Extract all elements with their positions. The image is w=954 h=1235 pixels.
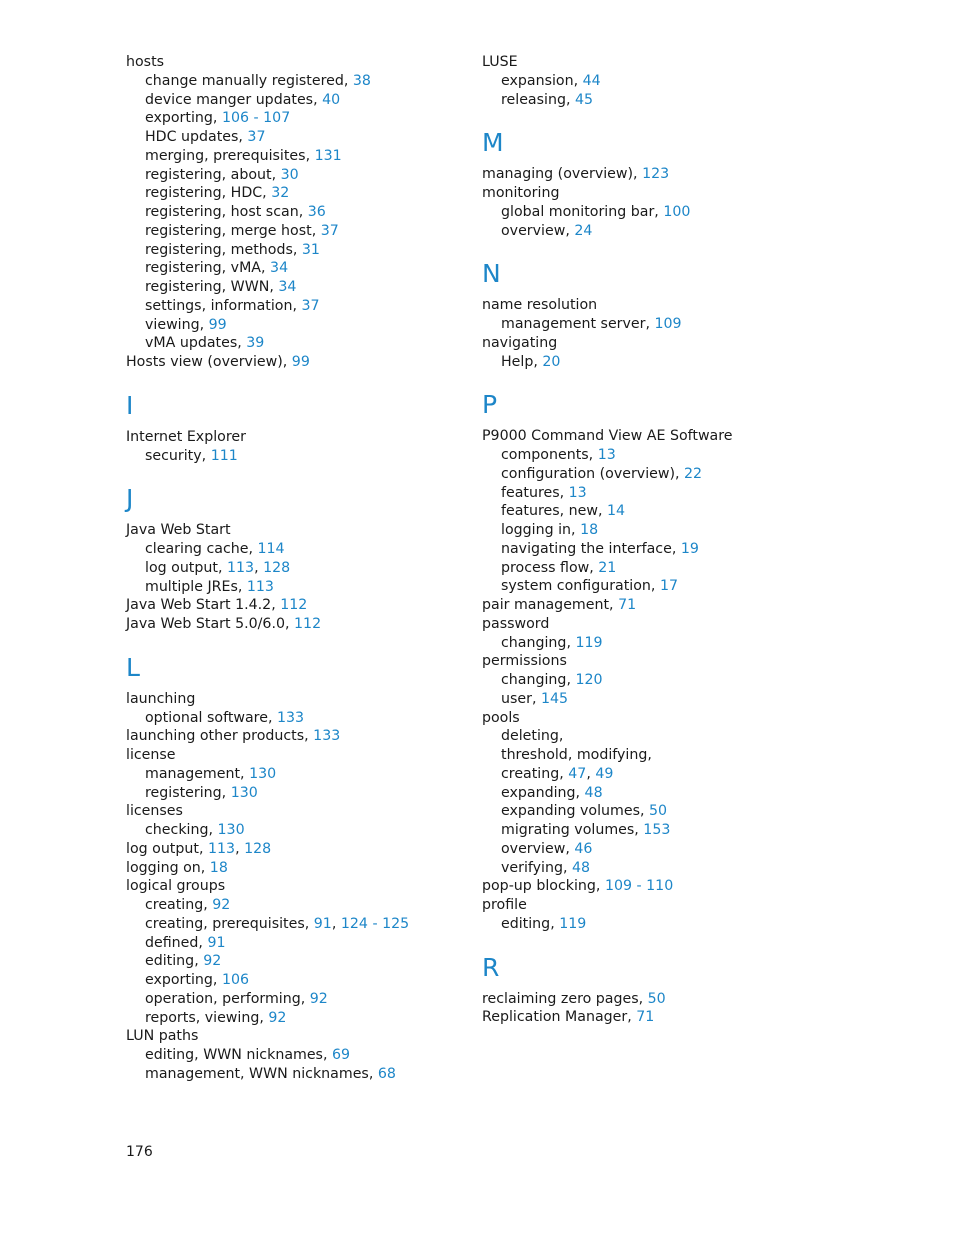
index-entry-hdc-updates: HDC updates, 37	[145, 129, 266, 145]
index-entry-expanding-volumes: expanding volumes, 50	[501, 803, 668, 820]
index-term: exporting	[145, 972, 213, 988]
index-entry-licenses	[126, 802, 466, 821]
index-entry-changing: changing, 120	[501, 672, 603, 688]
page-ref-link[interactable]: 112	[294, 616, 322, 632]
page-ref-link[interactable]: 120	[575, 672, 603, 688]
index-entry-pop-up-blocking: pop-up blocking, 109 - 110	[482, 878, 674, 895]
page-ref-link[interactable]: 69	[332, 1047, 351, 1063]
index-entry-editing-wwn-nicknames: editing, WWN nicknames, 69	[145, 1047, 351, 1063]
index-letter-heading: J	[126, 484, 134, 514]
page-ref-link[interactable]: 91	[313, 915, 332, 932]
index-entry-logical-groups	[126, 877, 466, 896]
index-entry-configuration-overview: configuration (overview), 22	[501, 465, 703, 482]
index-term: features, new	[501, 503, 598, 520]
page-ref-link[interactable]: 92	[268, 1009, 287, 1026]
index-entry-viewing: viewing, 99	[145, 316, 227, 333]
index-term: launching other products	[126, 728, 305, 745]
index-entry-pair-management: pair management, 71	[482, 597, 637, 613]
page-ref-link[interactable]: 109	[654, 316, 682, 332]
index-letter-heading: I	[126, 390, 134, 420]
index-term: merging, prerequisites	[145, 147, 306, 164]
page-ref-link[interactable]: 50	[647, 990, 666, 1007]
page-ref-link[interactable]: 48	[584, 784, 603, 801]
index-letter-heading: N	[482, 259, 501, 289]
index-term: registering	[145, 784, 222, 801]
page-ref-link[interactable]: 18	[580, 522, 599, 538]
index-entry-features-new: features, new, 14	[501, 503, 626, 520]
index-term: optional software	[145, 709, 268, 726]
index-entry-name-resolution	[482, 296, 822, 315]
page-ref-link[interactable]: 46	[574, 840, 593, 857]
index-entry-migrating-volumes: migrating volumes, 153	[501, 822, 671, 838]
index-entry-device-manger-updates: device manger updates, 40	[145, 91, 341, 108]
index-entry-process-flow: process flow, 21	[501, 559, 617, 576]
index-term: changing	[501, 672, 567, 688]
page-ref-link[interactable]: 37	[301, 297, 320, 314]
page-ref-link[interactable]: 71	[636, 1009, 655, 1026]
index-entry-registering-wwn: registering, WWN, 34	[145, 279, 297, 295]
index-entry-logging-on: logging on, 18	[126, 859, 228, 876]
index-entry-multiple-jres: multiple JREs, 113	[145, 578, 274, 595]
page-ref-link[interactable]: 34	[270, 260, 289, 277]
index-entry-threshold-modifying	[482, 746, 822, 765]
index-term: logical groups	[126, 878, 226, 895]
index-entry-java-web-start-5-0-6-0: Java Web Start 5.0/6.0, 112	[126, 616, 322, 632]
page-ref-link[interactable]: 128	[244, 840, 272, 857]
index-term: registering, vMA	[145, 260, 262, 277]
page-ref-link[interactable]: 100	[663, 203, 691, 220]
index-term: vMA updates	[145, 335, 238, 352]
index-entry-registering-host-scan: registering, host scan, 36	[145, 204, 326, 220]
index-entry-management-server: management server, 109	[501, 316, 682, 332]
page-ref-link[interactable]: 145	[540, 690, 569, 707]
index-term: navigating	[482, 334, 558, 351]
index-term: editing, WWN nicknames	[145, 1047, 323, 1063]
index-entry-expanding: expanding, 48	[501, 784, 603, 801]
index-term: viewing	[145, 316, 200, 333]
index-term: reclaiming zero pages	[482, 990, 639, 1007]
index-term: logging on	[126, 859, 201, 876]
page-ref-link[interactable]: 24	[574, 222, 593, 239]
index-entry-editing: editing, 119	[501, 915, 587, 932]
index-term: registering, HDC	[145, 185, 263, 202]
page-ref-link[interactable]: 18	[209, 859, 228, 876]
index-entry-luse	[482, 53, 822, 72]
index-entry-help: Help, 20	[501, 353, 561, 370]
index-term: Hosts view (overview)	[126, 354, 283, 370]
index-term: hosts	[126, 54, 165, 70]
page-ref-link[interactable]: 44	[582, 72, 601, 89]
page-ref-link[interactable]: 106	[221, 972, 250, 988]
index-entry-reports-viewing: reports, viewing, 92	[145, 1009, 287, 1026]
page-ref-link[interactable]: 113	[207, 840, 236, 857]
page-ref-link[interactable]: 68	[377, 1065, 396, 1082]
page-ref-link[interactable]: 49	[595, 765, 614, 782]
index-term: configuration (overview)	[501, 465, 675, 482]
index-term: creating	[145, 897, 204, 913]
index-term: Java Web Start 5.0/6.0	[126, 616, 285, 632]
index-entry-optional-software: optional software, 133	[145, 709, 305, 726]
page-number: 176	[126, 1144, 153, 1160]
index-entry-creating: creating, 47, 49	[501, 765, 614, 782]
index-entry-registering-vma: registering, vMA, 34	[145, 260, 289, 277]
page-ref-link[interactable]: 91	[207, 934, 226, 951]
index-entry-p9000-command-view-ae-software	[482, 427, 822, 446]
index-entry-internet-explorer	[126, 428, 466, 447]
index-term: process flow	[501, 559, 590, 576]
index-term: components	[501, 447, 589, 463]
index-term: multiple JREs	[145, 578, 238, 595]
index-term: registering, about	[145, 166, 272, 183]
page-ref-link[interactable]: 111	[210, 447, 238, 464]
index-entry-overview: overview, 24	[501, 222, 593, 239]
index-entry-deleting	[482, 727, 822, 746]
index-entry-reclaiming-zero-pages: reclaiming zero pages, 50	[482, 990, 666, 1007]
index-term: clearing cache	[145, 541, 249, 557]
index-entry-changing: changing, 119	[501, 634, 603, 651]
index-term: system configuration	[501, 578, 651, 595]
page-ref-link[interactable]: 71	[618, 597, 637, 613]
index-term: checking	[145, 822, 209, 838]
index-term: changing	[501, 634, 567, 651]
page-ref-link[interactable]: 92	[309, 990, 328, 1007]
index-entry-exporting: exporting, 106	[145, 972, 250, 988]
index-term: license	[126, 747, 176, 763]
page-ref-link[interactable]: 124 - 125	[340, 915, 410, 932]
index-term: pop-up blocking	[482, 878, 596, 895]
index-term: pools	[482, 709, 520, 726]
index-letter-heading: P	[482, 390, 498, 420]
index-entry-management: management, 130	[145, 765, 277, 782]
page-ref-link[interactable]: 14	[607, 503, 626, 520]
index-term: management, WWN nicknames	[145, 1065, 369, 1082]
index-term: LUSE	[482, 54, 518, 70]
page-ref-link[interactable]: 22	[684, 465, 703, 482]
index-entry-editing: editing, 92	[145, 953, 222, 970]
index-letter-heading: R	[482, 952, 500, 982]
page-ref-link[interactable]: 34	[278, 279, 297, 295]
index-term: monitoring	[482, 185, 560, 201]
page-ref-link[interactable]: 99	[291, 354, 310, 370]
index-term: operation, performing	[145, 990, 301, 1007]
index-term: features	[501, 484, 560, 501]
index-entry-hosts	[126, 53, 466, 72]
index-entry-java-web-start	[126, 521, 466, 540]
index-entry-checking: checking, 130	[145, 822, 245, 838]
page-ref-link[interactable]: 119	[559, 915, 587, 932]
index-term: expanding volumes	[501, 803, 640, 820]
index-entry-user: user, 145	[501, 690, 569, 707]
page-ref-link[interactable]: 109 - 110	[604, 878, 674, 895]
index-entry-merging-prerequisites: merging, prerequisites, 131	[145, 147, 342, 164]
index-entry-creating-prerequisites: creating, prerequisites, 91, 124 - 125	[145, 915, 410, 932]
index-column-right	[482, 53, 822, 1027]
index-letter-heading: L	[126, 652, 140, 682]
index-entry-log-output: log output, 113, 128	[126, 840, 272, 857]
index-entry-defined: defined, 91	[145, 934, 226, 951]
index-term: Help	[501, 353, 534, 370]
index-entry-pools	[482, 709, 822, 728]
index-entry-registering-about: registering, about, 30	[145, 166, 299, 183]
index-term: overview	[501, 840, 566, 857]
index-term: LUN paths	[126, 1028, 199, 1045]
index-entry-features: features, 13	[501, 484, 587, 501]
index-term: releasing	[501, 91, 566, 108]
index-term: expanding	[501, 784, 576, 801]
index-term: deleting,	[501, 728, 564, 745]
index-entry-clearing-cache: clearing cache, 114	[145, 541, 285, 557]
index-term: Replication Manager	[482, 1009, 628, 1026]
page-ref-link[interactable]: 31	[301, 241, 320, 258]
index-entry-registering-methods: registering, methods, 31	[145, 241, 320, 258]
index-entry-change-manually-registered: change manually registered, 38	[145, 72, 371, 89]
index-term: change manually registered	[145, 72, 344, 89]
index-entry-global-monitoring-bar: global monitoring bar, 100	[501, 203, 691, 220]
index-term: user	[501, 690, 532, 707]
index-entry-creating: creating, 92	[145, 897, 231, 913]
page-ref-link[interactable]: 130	[217, 822, 245, 838]
index-term: P9000 Command View AE Software	[482, 428, 733, 445]
index-term: threshold, modifying,	[501, 747, 652, 763]
index-entry-profile	[482, 896, 822, 915]
index-term: security	[145, 447, 202, 464]
index-entry-launching-other-products: launching other products, 133	[126, 728, 341, 745]
index-column-left	[126, 53, 466, 1084]
index-term: settings, information	[145, 297, 293, 314]
index-entry-operation-performing: operation, performing, 92	[145, 990, 328, 1007]
index-term: editing	[501, 915, 551, 932]
page-ref-link[interactable]: 119	[575, 634, 603, 651]
index-entry-settings-information: settings, information, 37	[145, 297, 320, 314]
index-entry-verifying: verifying, 48	[501, 859, 591, 876]
index-entry-exporting: exporting, 106 - 107	[145, 110, 291, 127]
page-ref-link[interactable]: 128	[263, 559, 291, 576]
index-entry-password	[482, 615, 822, 634]
index-entry-license	[126, 746, 466, 765]
index-term: verifying	[501, 859, 563, 876]
index-entry-vma-updates: vMA updates, 39	[145, 335, 265, 352]
index-term: exporting	[145, 110, 213, 127]
index-entry-security: security, 111	[145, 447, 238, 464]
page-ref-link[interactable]: 92	[212, 897, 231, 913]
page-ref-link[interactable]: 99	[208, 316, 227, 333]
index-term: launching	[126, 690, 196, 707]
index-entry-system-configuration: system configuration, 17	[501, 578, 679, 595]
page-ref-link[interactable]: 106 - 107	[221, 110, 291, 127]
page-ref-link[interactable]: 32	[271, 185, 290, 202]
page-ref-link[interactable]: 37	[320, 222, 339, 239]
index-entry-java-web-start-1-4-2: Java Web Start 1.4.2, 112	[126, 597, 308, 614]
index-term: pair management	[482, 597, 610, 613]
page-ref-link[interactable]: 17	[659, 578, 679, 595]
index-entry-management-wwn-nicknames: management, WWN nicknames, 68	[145, 1065, 396, 1082]
page-ref-link[interactable]: 48	[572, 859, 591, 876]
index-entry-navigating	[482, 334, 822, 353]
index-entry-overview: overview, 46	[501, 840, 593, 857]
page-ref-link[interactable]: 123	[642, 166, 670, 183]
index-term: registering, merge host	[145, 222, 312, 239]
page-ref-link[interactable]: 40	[322, 91, 341, 108]
index-term: log output	[126, 840, 199, 857]
index-entry-log-output: log output, 113, 128	[145, 559, 291, 576]
index-term: device manger updates	[145, 91, 314, 108]
index-term: Java Web Start	[126, 522, 231, 539]
page-ref-link[interactable]: 92	[203, 953, 222, 970]
page-ref-link[interactable]: 153	[643, 822, 671, 838]
index-entry-expansion: expansion, 44	[501, 72, 601, 89]
page-ref-link[interactable]: 36	[307, 204, 326, 220]
index-entry-registering-hdc: registering, HDC, 32	[145, 185, 290, 202]
index-term: registering, host scan	[145, 204, 299, 220]
index-entry-replication-manager: Replication Manager, 71	[482, 1009, 655, 1026]
index-entry-permissions	[482, 652, 822, 671]
index-entry-managing-overview: managing (overview), 123	[482, 166, 670, 183]
index-term: navigating the interface	[501, 540, 672, 557]
index-term: licenses	[126, 803, 183, 820]
index-term: overview	[501, 222, 566, 239]
index-term: Internet Explorer	[126, 428, 246, 445]
page-ref-link[interactable]: 130	[249, 765, 277, 782]
page-ref-link[interactable]: 114	[257, 541, 285, 557]
page-ref-link[interactable]: 133	[313, 728, 341, 745]
index-term: management server	[501, 316, 646, 332]
page-ref-link[interactable]: 19	[680, 540, 699, 557]
index-term: profile	[482, 897, 527, 913]
index-entry-registering-merge-host: registering, merge host, 37	[145, 222, 339, 239]
page-ref-link[interactable]: 38	[352, 72, 371, 89]
page-ref-link[interactable]: 133	[276, 709, 305, 726]
page-ref-link[interactable]: 45	[574, 91, 594, 108]
index-term: defined	[145, 934, 199, 951]
index-term: expansion	[501, 72, 574, 89]
index-term: creating, prerequisites	[145, 915, 305, 932]
page-ref-link[interactable]: 113	[226, 559, 255, 576]
index-term: creating	[501, 765, 560, 782]
index-term: permissions	[482, 653, 567, 670]
page-ref-link[interactable]: 131	[314, 147, 342, 164]
page-ref-link[interactable]: 13	[597, 447, 616, 463]
index-term: password	[482, 615, 550, 632]
index-term: migrating volumes	[501, 822, 635, 838]
index-term: Java Web Start 1.4.2	[126, 597, 272, 614]
index-term: reports, viewing	[145, 1009, 260, 1026]
index-entry-lun-paths	[126, 1027, 466, 1046]
index-entry-components: components, 13	[501, 447, 616, 463]
page-ref-link[interactable]: 130	[230, 784, 258, 801]
index-term: name resolution	[482, 297, 598, 314]
index-term: editing	[145, 953, 195, 970]
index-letter-heading: M	[482, 128, 504, 158]
index-term: logging in	[501, 522, 572, 538]
page-ref-link[interactable]: 21	[598, 559, 617, 576]
index-entry-registering: registering, 130	[145, 784, 258, 801]
page-ref-link[interactable]: 13	[568, 484, 587, 501]
index-term: global monitoring bar	[501, 203, 655, 220]
index-term: management	[145, 765, 241, 782]
index-entry-navigating-the-interface: navigating the interface, 19	[501, 540, 699, 557]
page-ref-link[interactable]: 20	[542, 353, 561, 370]
page-ref-link[interactable]: 30	[280, 166, 299, 183]
index-entry-monitoring	[482, 184, 822, 203]
index-entry-releasing: releasing, 45	[501, 91, 594, 108]
index-term: registering, methods	[145, 241, 293, 258]
page-ref-link[interactable]: 47	[568, 765, 587, 782]
page-ref-link[interactable]: 112	[280, 597, 308, 614]
index-term: managing (overview)	[482, 166, 634, 183]
index-term: registering, WWN	[145, 279, 270, 295]
page-ref-link[interactable]: 39	[246, 335, 265, 352]
index-term: HDC updates	[145, 129, 239, 145]
page-ref-link[interactable]: 50	[649, 803, 668, 820]
index-entry-logging-in: logging in, 18	[501, 522, 599, 538]
page-ref-link[interactable]: 37	[247, 129, 266, 145]
index-entry-hosts-view-overview: Hosts view (overview), 99	[126, 354, 310, 370]
page-ref-link[interactable]: 113	[246, 578, 274, 595]
index-entry-launching	[126, 690, 466, 709]
index-term: log output	[145, 559, 218, 576]
